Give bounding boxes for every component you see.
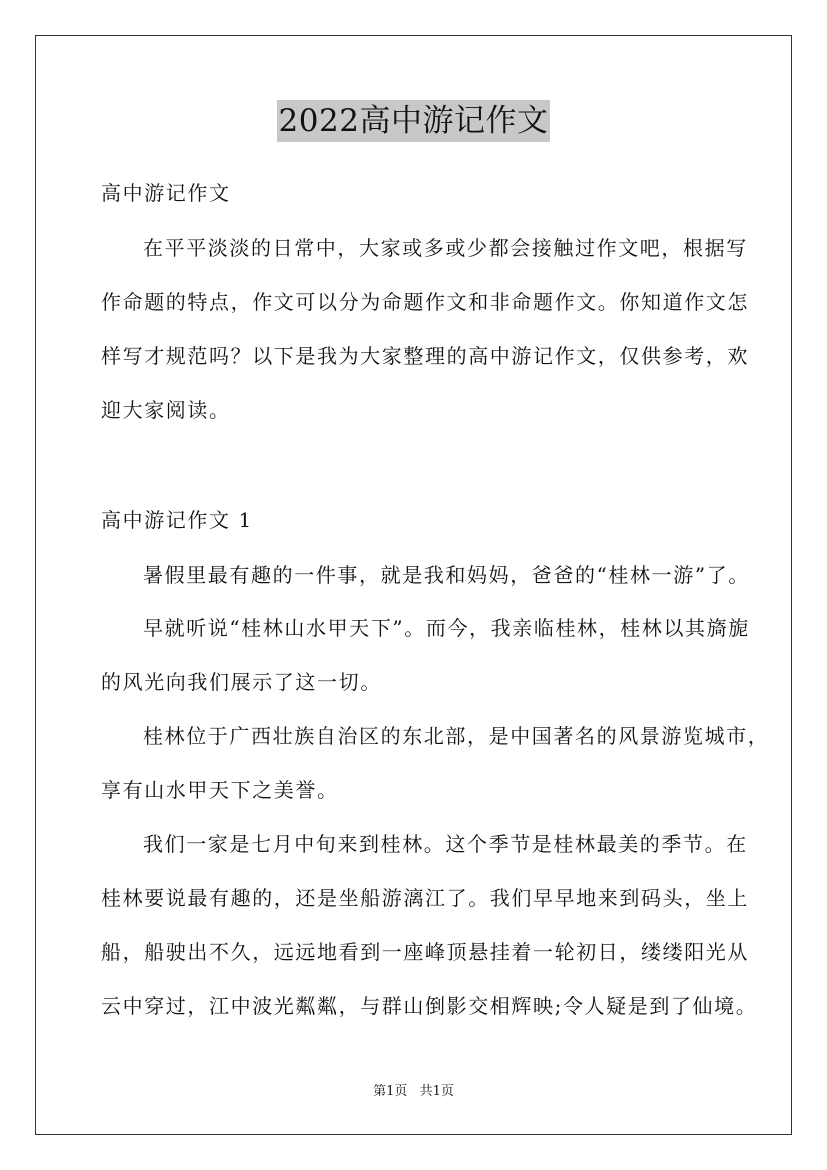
paragraph-line: 我们一家是七月中旬来到桂林。这个季节是桂林最美的季节。在 (143, 832, 748, 856)
page-number: 第1页 (373, 1084, 408, 1099)
page-total: 共1页 (419, 1084, 454, 1099)
subheading: 高中游记作文 (101, 181, 231, 205)
subheading: 高中游记作文 1 (101, 508, 253, 532)
paragraph-line: 迎大家阅读。 (101, 398, 231, 422)
paragraph-line: 暑假里最有趣的一件事，就是我和妈妈，爸爸的“桂林一游”了。 (143, 563, 750, 587)
title-block (0, 100, 827, 142)
paragraph-line: 早就听说“桂林山水甲天下”。而今，我亲临桂林，桂林以其旖旎 (143, 616, 750, 640)
page-footer (0, 1083, 827, 1101)
paragraph-line: 云中穿过，江中波光粼粼，与群山倒影交相辉映;令人疑是到了仙境。 (101, 994, 758, 1018)
document-title: 2022高中游记作文 (277, 100, 551, 142)
paragraph-line: 样写才规范吗？以下是我为大家整理的高中游记作文，仅供参考，欢 (101, 344, 749, 368)
paragraph-line: 的风光向我们展示了这一切。 (101, 670, 382, 694)
paragraph-line: 桂林要说最有趣的，还是坐船游漓江了。我们早早地来到码头，坐上 (101, 886, 749, 910)
paragraph-line: 享有山水甲天下之美誉。 (101, 778, 339, 802)
paragraph-line: 在平平淡淡的日常中，大家或多或少都会接触过作文吧，根据写 (143, 236, 748, 260)
paragraph-line: 船，船驶出不久，远远地看到一座峰顶悬挂着一轮初日，缕缕阳光从 (101, 940, 749, 964)
paragraph-line: 作命题的特点，作文可以分为命题作文和非命题作文。你知道作文怎 (101, 290, 749, 314)
paragraph-line: 桂林位于广西壮族自治区的东北部，是中国著名的风景游览城市， (143, 724, 770, 748)
